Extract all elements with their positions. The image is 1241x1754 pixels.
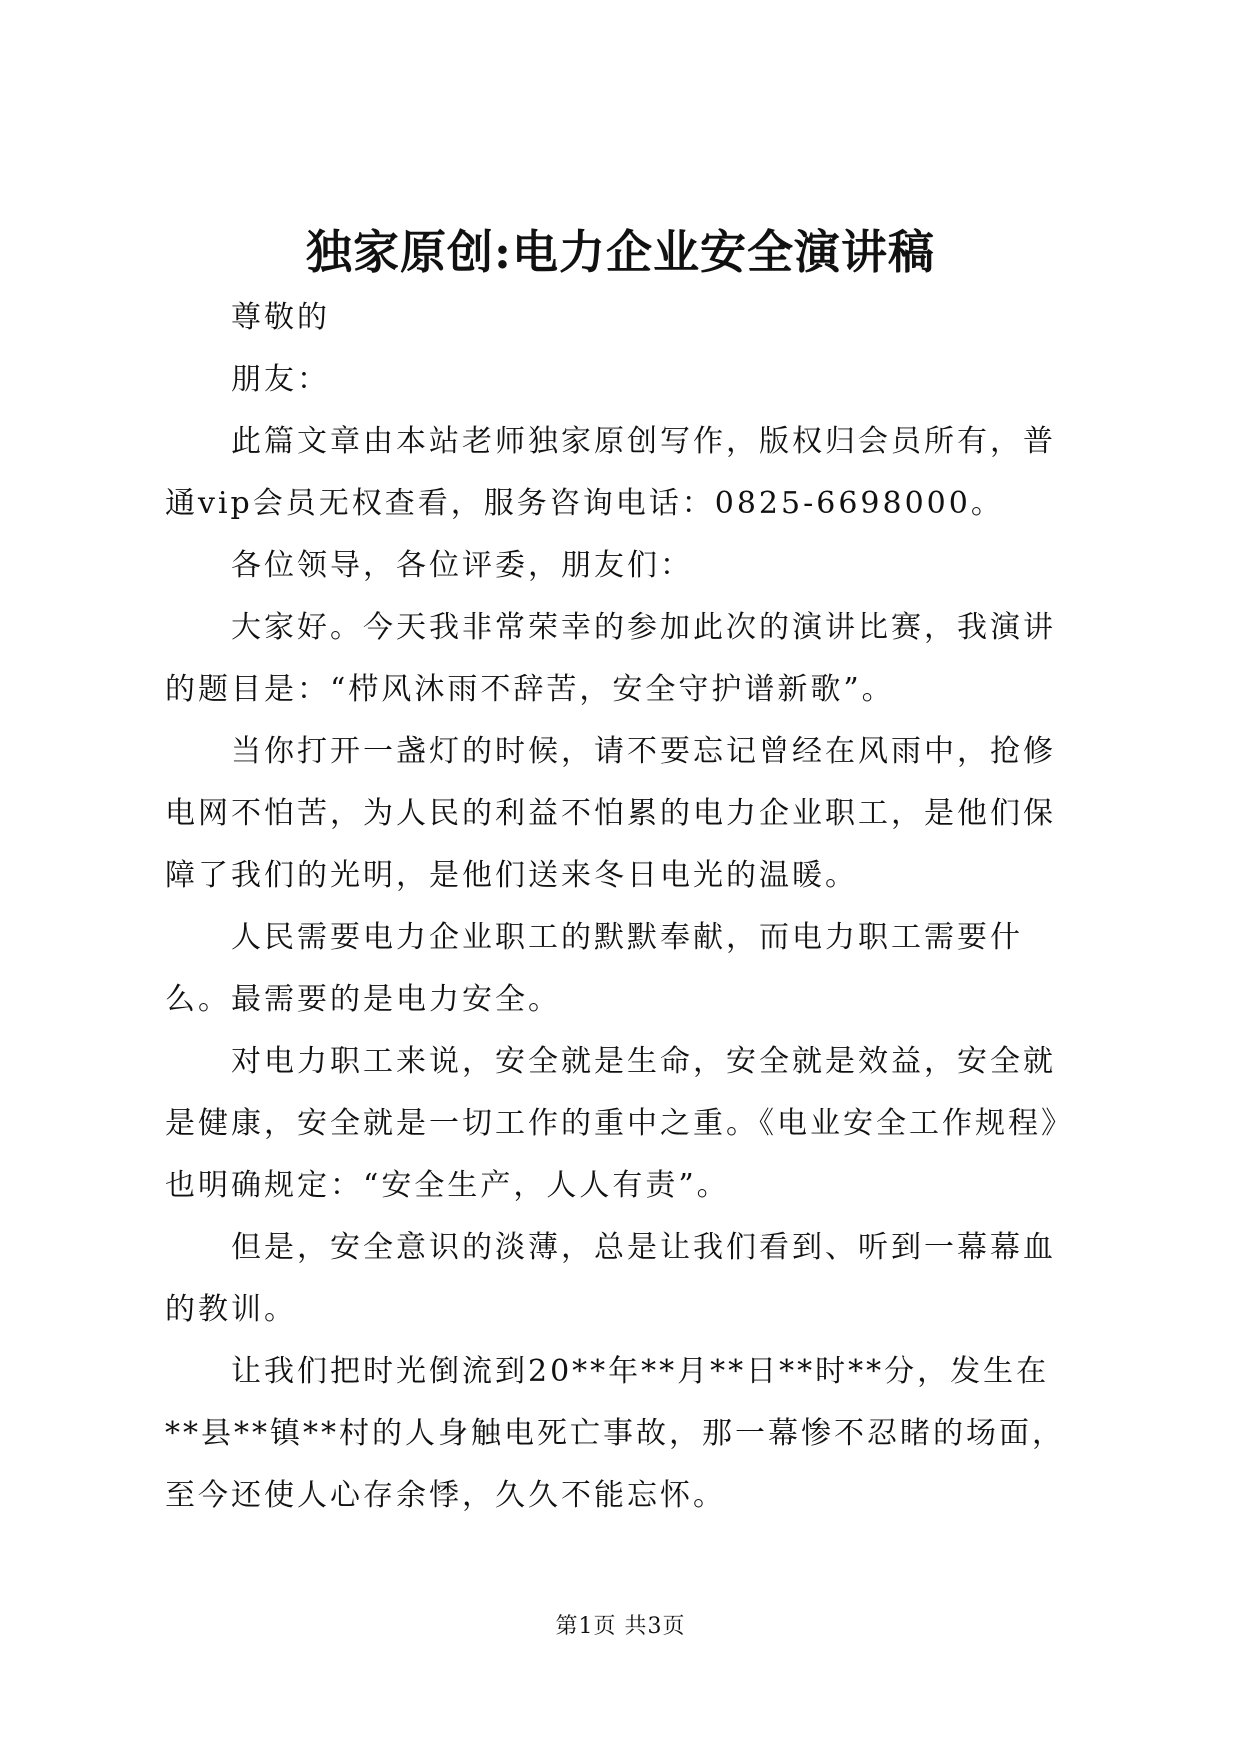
paragraph: 朋友： <box>231 362 330 397</box>
paragraph: 此篇文章由本站老师独家原创写作，版权归会员所有，普通vip会员无权查看，服务咨询电话：0825-6698000。 <box>165 424 1056 521</box>
page-number: 第1页 共3页 <box>555 1614 686 1639</box>
paragraph: 人民需要电力企业职工的默默奉献，而电力职工需要什么。最需要的是电力安全。 <box>165 920 1023 1017</box>
paragraph: 但是，安全意识的淡薄，总是让我们看到、听到一幕幕血的教训。 <box>165 1230 1056 1327</box>
paragraph: 各位领导，各位评委，朋友们： <box>231 548 693 583</box>
page-footer <box>0 1612 1241 1642</box>
document-title: 独家原创:电力企业安全演讲稿 <box>306 225 935 279</box>
paragraph: 大家好。今天我非常荣幸的参加此次的演讲比赛，我演讲的题目是：“栉风沐雨不辞苦，安全守护谱新歌”。 <box>165 610 1056 707</box>
document-body <box>165 287 1085 1527</box>
paragraph: 尊敬的 <box>231 300 330 335</box>
paragraph: 当你打开一盏灯的时候，请不要忘记曾经在风雨中，抢修电网不怕苦，为人民的利益不怕累的电力企业职工，是他们保障了我们的光明，是他们送来冬日电光的温暖。 <box>165 734 1056 893</box>
paragraph: 让我们把时光倒流到20**年**月**日**时**分，发生在**县**镇**村的人身触电死亡事故，那一幕惨不忍睹的场面，至今还使人心存余悸，久久不能忘怀。 <box>165 1354 1065 1513</box>
paragraph: 对电力职工来说，安全就是生命，安全就是效益，安全就是健康，安全就是一切工作的重中之重。《电业安全工作规程》也明确规定：“安全生产，人人有责”。 <box>165 1044 1074 1203</box>
